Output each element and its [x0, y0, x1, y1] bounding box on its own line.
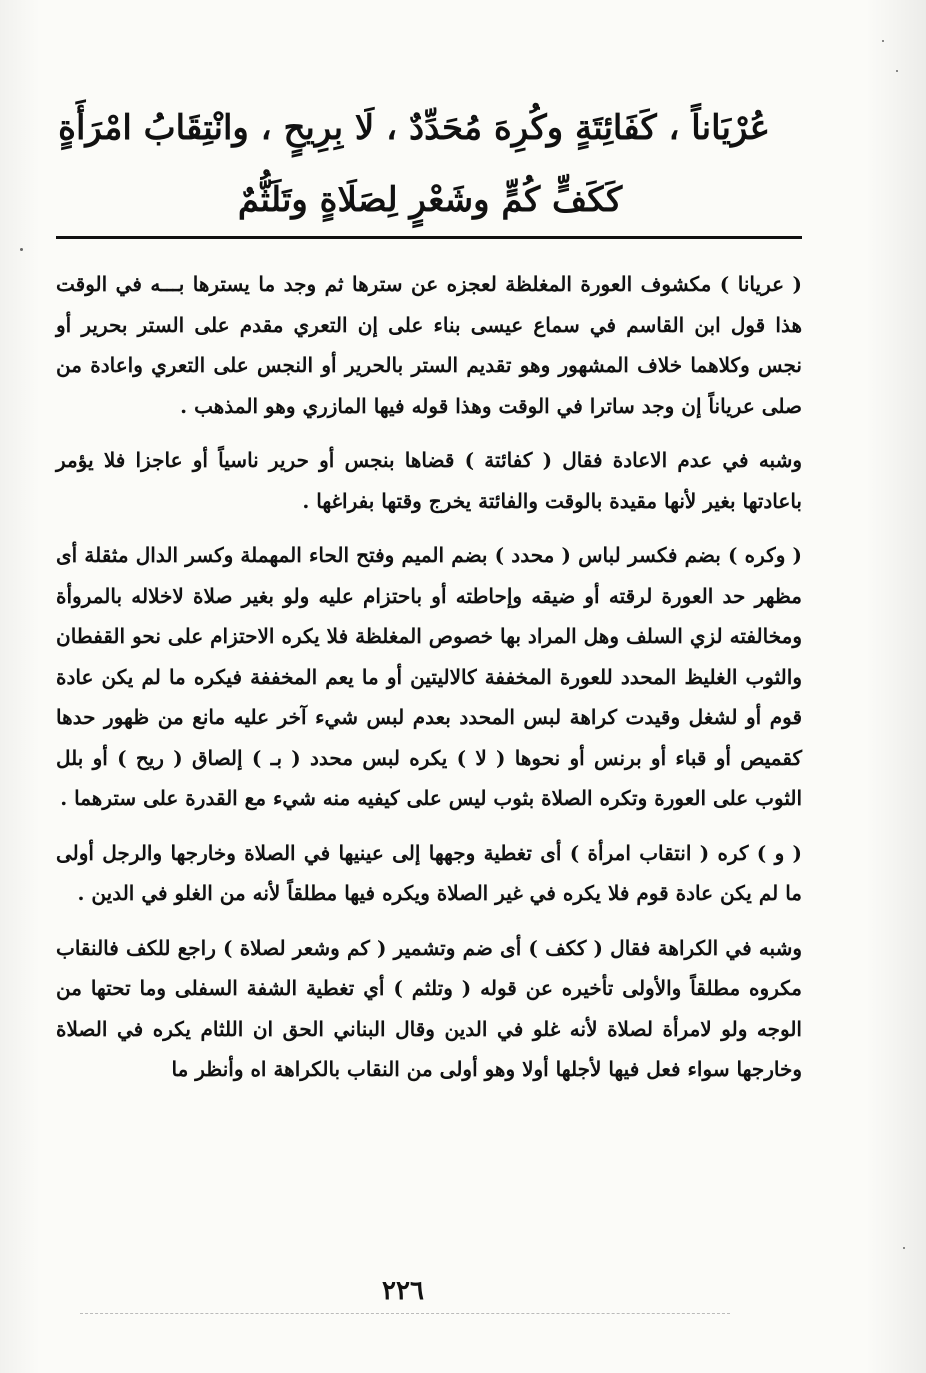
scan-speck [896, 70, 898, 72]
paragraph-5: وشبه في الكراهة فقال ( ككف ) أى ضم وتشمير ( كم وشعر لصلاة ) راجع للكف فالنقاب مكروه مطلقاً والأولى تأخيره عن قوله ( وتلثم ) أي تغطية الشفة السفلى وما تحتها من الوجه ولو لامرأة لصلاة لأنه غلو في الدين وقال البناني الحق ان اللثام يكره في الصلاة وخارجها سواء فعل فيها لأجلها أولا وهو أولى من النقاب بالكراهة اه وأنظر ما [56, 935, 802, 1081]
matn-line-2: كَكَفٍّ كُمٍّ وشَعْرٍ لِصَلَاةٍ وتَلَثُّمٌ [237, 180, 623, 220]
commentary-body [56, 264, 802, 1104]
paragraph-3: ( وكره ) بضم فكسر لباس ( محدد ) بضم الميم وفتح الحاء المهملة وكسر الدال مثقلة أى مظهر حد العورة لرقته أو ضيقه وإحاطته أو باحتزام عليه ولو بغير صلاة لاخلاله بالمروأة ومخالفته لزي السلف وهل المراد بها خصوص المغلظة فلا يكره الاحتزام على نحو القفطان والثوب الغليظ المحدد للعورة المخففة كالاليتين أو ما يعم المخففة فيكره ما لم يكن عادة قوم أو لشغل وقيدت كراهة لبس المحدد بعدم لبس شيء آخر عليه مانع من ظهور حدها كقميص أو قباء أو برنس أو نحوها ( لا ) يكره لبس محدد ( بـ ) إلصاق ( ريح ) أو بلل الثوب على العورة وتكره الصلاة بثوب ليس على كيفيه منه شيء مع القدرة على سترهما . [56, 543, 803, 810]
paragraph-1: ( عريانا ) مكشوف العورة المغلظة لعجزه عن سترها ثم وجد ما يسترها بـــه في الوقت هذا قول ابن القاسم في سماع عيسى بناء على إن التعري مقدم على الستر بحرير أو نجس وكلاهما خلاف المشهور وهو تقديم الستر بالحرير أو النجس على التعري واعادة من صلى عرياناً إن وجد ساترا في الوقت وهذا قوله فيها المازري وهو المذهب . [56, 272, 802, 418]
page-number: ٢٢٦ [382, 1276, 424, 1306]
page-edge-shadow-left [0, 0, 40, 1373]
paragraph-2: وشبه في عدم الاعادة فقال ( كفائتة ) قضاها بنجس أو حرير ناسياً أو عاجزا فلا يؤمر باعادتها بغير لأنها مقيدة بالوقت والفائتة يخرج وقتها بفراغها . [56, 448, 802, 513]
matn-line-1: عُرْيَاناً ، كَفَائِتَةٍ وكُرِهَ مُحَدِّدٌ ، لَا بِرِيحٍ ، وانْتِقَابُ امْرَأَةٍ [58, 108, 770, 148]
paragraph-4: ( و ) كره ( انتقاب امرأة ) أى تغطية وجهها إلى عينيها في الصلاة وخارجها والرجل أولى ما لم يكن عادة قوم فلا يكره في غير الصلاة ويكره فيها مطلقاً لأنه من الغلو في الدين . [56, 840, 802, 905]
header-divider [56, 236, 802, 239]
scan-speck [903, 1247, 905, 1249]
matn-header [58, 92, 770, 236]
footer-dashed-line [80, 1313, 730, 1314]
page-edge-shadow [866, 0, 926, 1373]
scan-speck [20, 248, 23, 251]
scan-speck [882, 40, 884, 42]
